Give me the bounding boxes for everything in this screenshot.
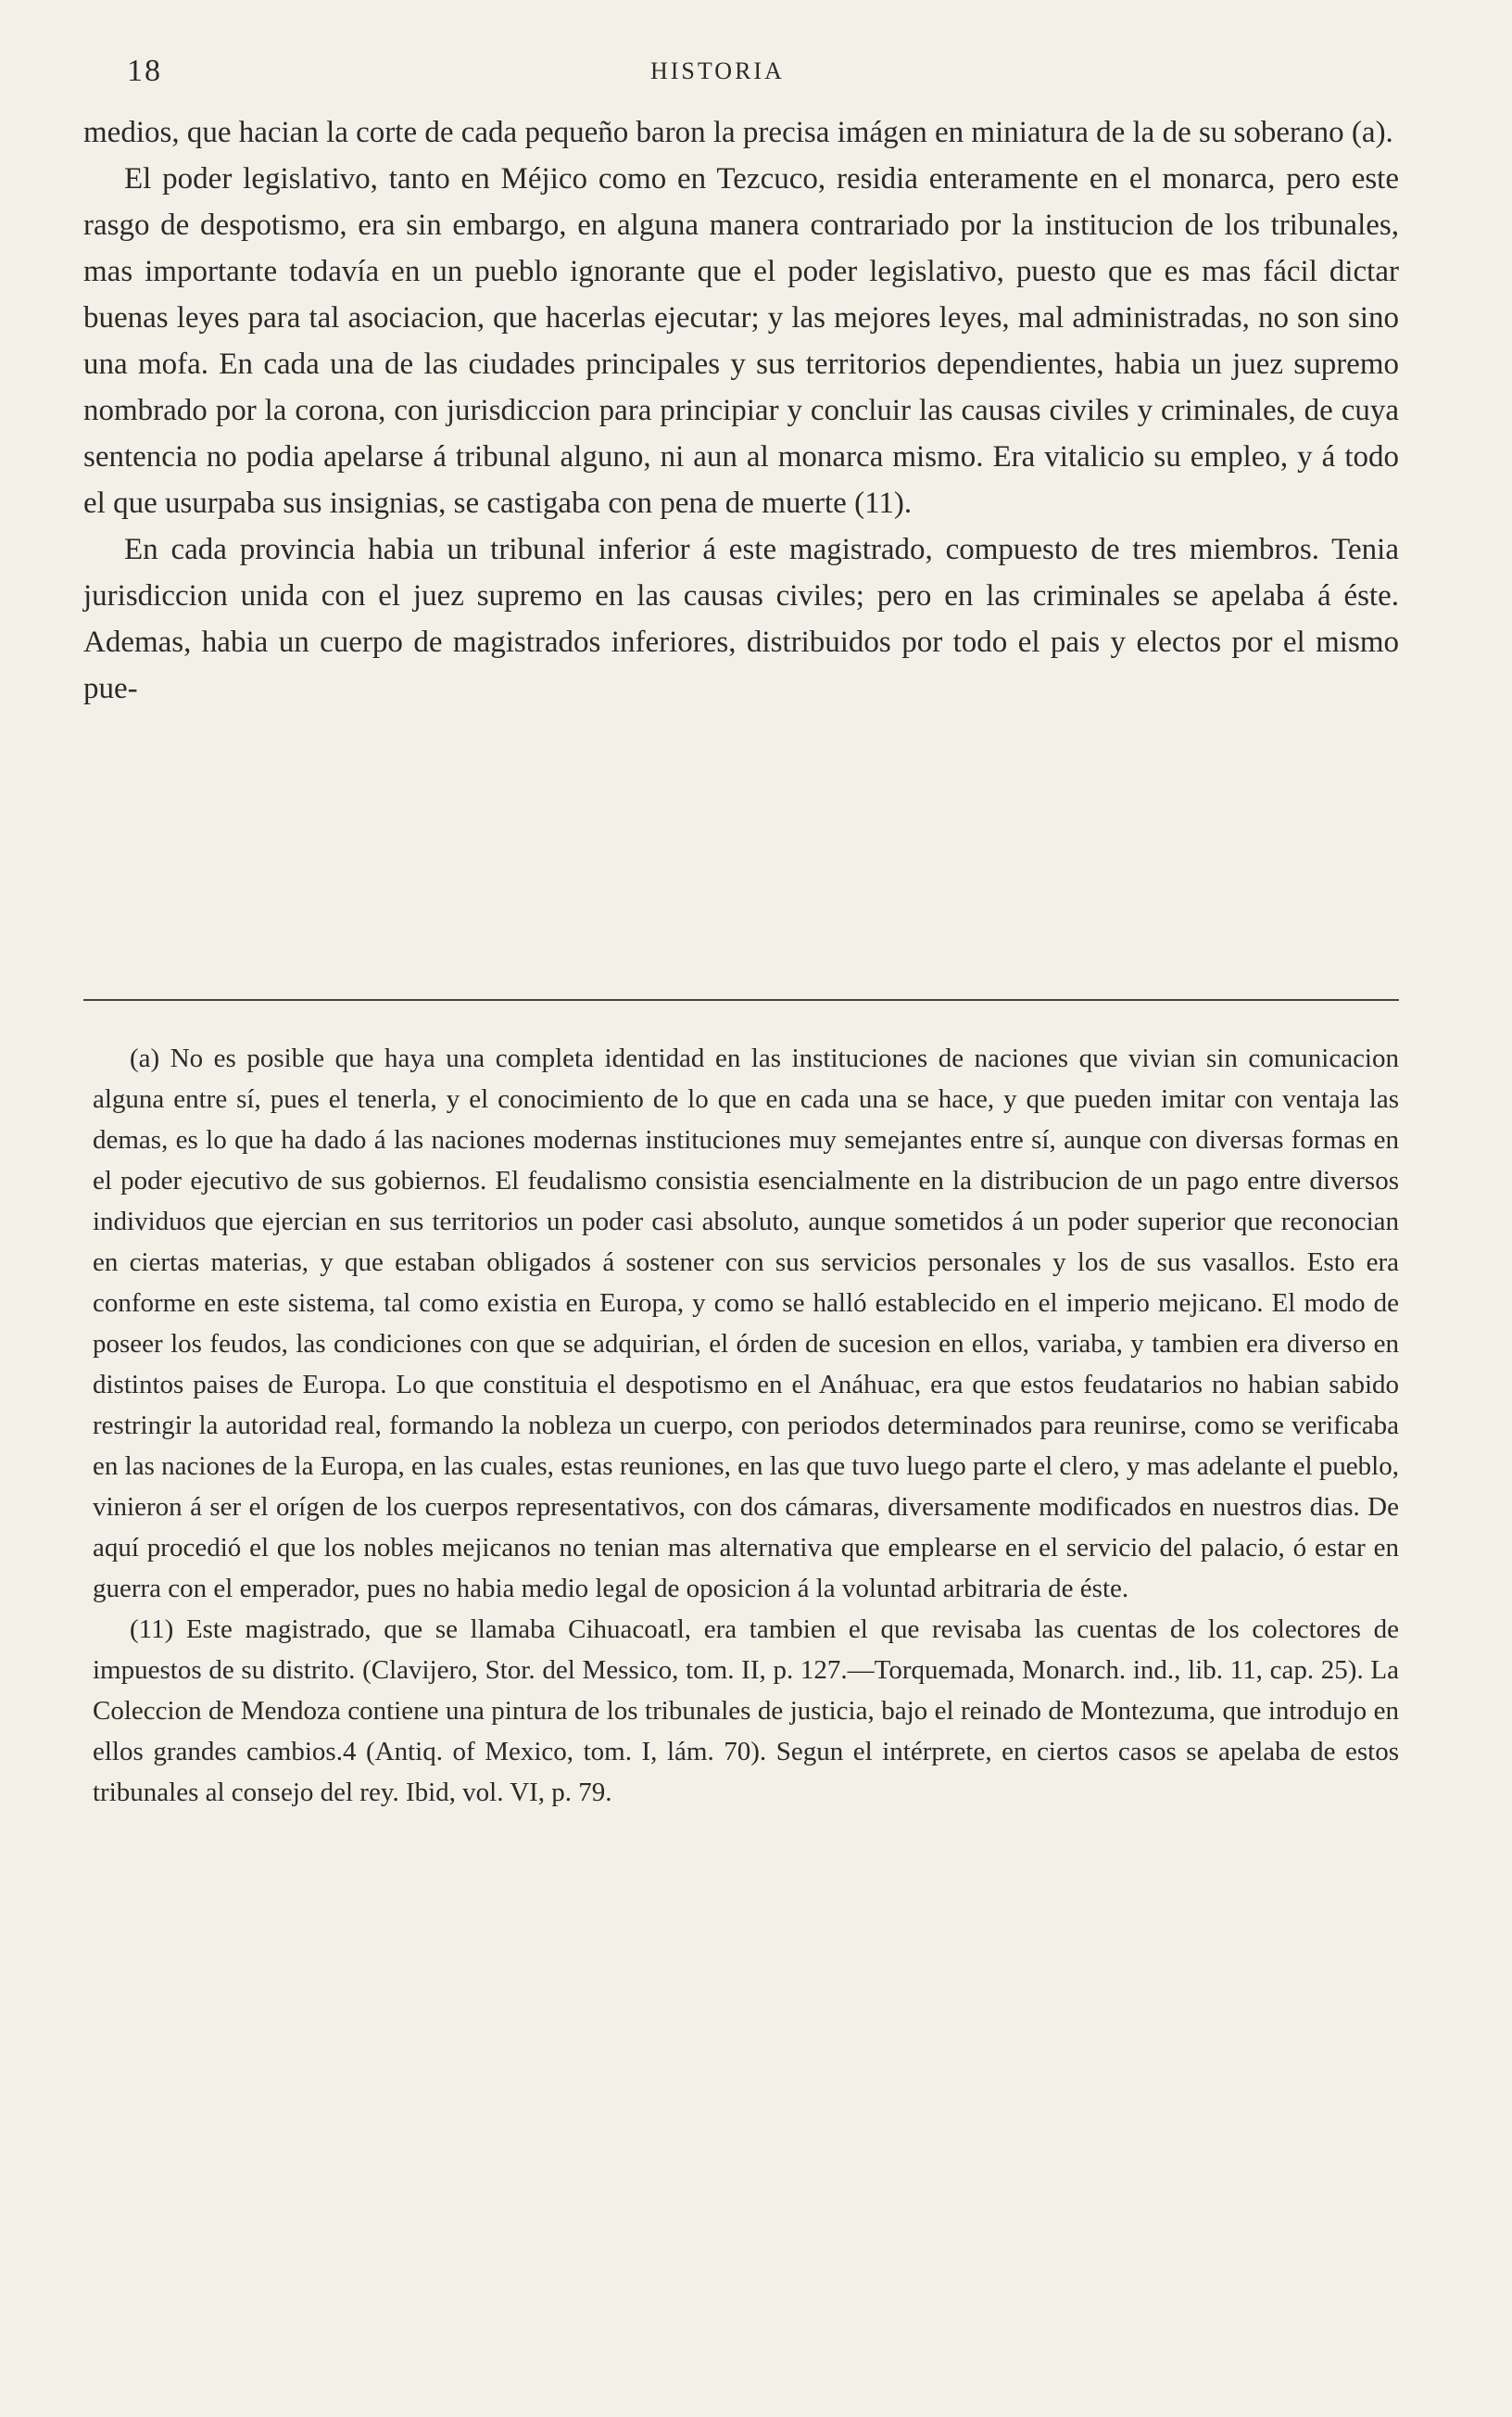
running-title: HISTORIA: [650, 57, 785, 84]
page-header: [127, 54, 1398, 91]
footnote-a: (a) No es posible que haya una completa identidad en las instituciones de naciones que vivian sin comunicacion alguna entre sí, pues el tenerla, y el conocimiento de lo que en cada una se hace, y que pueden imitar con ventaja las demas, es lo que ha dado á las naciones modernas instituciones muy semejantes entre sí, aunque con diversas formas en el poder ejecutivo de sus gobiernos. El feudalismo consistia esencialmente en la distribucion de un pago entre diversos individuos que ejercian en sus territorios un poder casi absoluto, aunque sometidos á un poder superior que reconocian en ciertas materias, y que estaban obligados á sostener con sus servicios personales y los de sus vasallos. Esto era conforme en este sistema, tal como existia en Europa, y como se halló establecido en el imperio mejicano. El modo de poseer los feudos, las condiciones con que se adquirian, el órden de sucesion en ellos, variaba, y tambien era diverso en distintos paises de Europa. Lo que constituia el despotismo en el Anáhuac, era que estos feudatarios no habian sabido restringir la autoridad real, formando la nobleza un cuerpo, con periodos determinados para reunirse, como se verificaba en las naciones de la Europa, en las cuales, estas reuniones, en las que tuvo luego parte el clero, y mas adelante el pueblo, vinieron á ser el orígen de los cuerpos representativos, con dos cámaras, diversamente modificados en nuestros dias. De aquí procedió el que los nobles mejicanos no tenian mas alternativa que emplearse en el servicio del palacio, ó estar en guerra con el emperador, pues no habia medio legal de oposicion á la voluntad arbitraria de éste.: [93, 1044, 1399, 1603]
page-number: 18: [127, 54, 162, 88]
paragraph-provincial-tribunal: En cada provincia habia un tribunal inferior á este magistrado, compuesto de tres miembros. Tenia jurisdiccion unida con el juez supremo en las causas civiles; pero en las criminales se apelaba á éste. Ademas, habia un cuerpo de magistrados inferiores, distribuidos por todo el pais y electos por el mismo pue-: [83, 533, 1399, 705]
main-text: [83, 109, 1399, 712]
footnote-separator: [83, 999, 1399, 1001]
paragraph-legislative-power: El poder legislativo, tanto en Méjico como en Tezcuco, residia enteramente en el monarca, pero este rasgo de despotismo, era sin embargo, en alguna manera contrariado por la institucion de los tribunales, mas importante todavía en un pueblo ignorante que el poder legislativo, puesto que es mas fácil dictar buenas leyes para tal asociacion, que hacerlas ejecutar; y las mejores leyes, mal administradas, no son sino una mofa. En cada una de las ciudades principales y sus territorios dependientes, habia un juez supremo nombrado por la corona, con jurisdiccion para principiar y concluir las causas civiles y criminales, de cuya sentencia no podia apelarse á tribunal alguno, ni aun al monarca mismo. Era vitalicio su empleo, y á todo el que usurpaba sus insignias, se castigaba con pena de muerte (11).: [83, 162, 1399, 520]
footnote-11: (11) Este magistrado, que se llamaba Cihuacoatl, era tambien el que revisaba las cuentas de los colectores de impuestos de su distrito. (Clavijero, Stor. del Messico, tom. II, p. 127.—Torquemada, Monarch. ind., lib. 11, cap. 25). La Coleccion de Mendoza contiene una pintura de los tribunales de justicia, bajo el reinado de Montezuma, que introdujo en ellos grandes cambios.4 (Antiq. of Mexico, tom. I, lám. 70). Segun el intérprete, en ciertos casos se apelaba de estos tribunales al consejo del rey. Ibid, vol. VI, p. 79.: [93, 1614, 1399, 1807]
footnotes: [93, 1038, 1399, 1813]
paragraph-continued: medios, que hacian la corte de cada pequeño baron la precisa imágen en miniatura de la de su soberano (a).: [83, 116, 1393, 149]
